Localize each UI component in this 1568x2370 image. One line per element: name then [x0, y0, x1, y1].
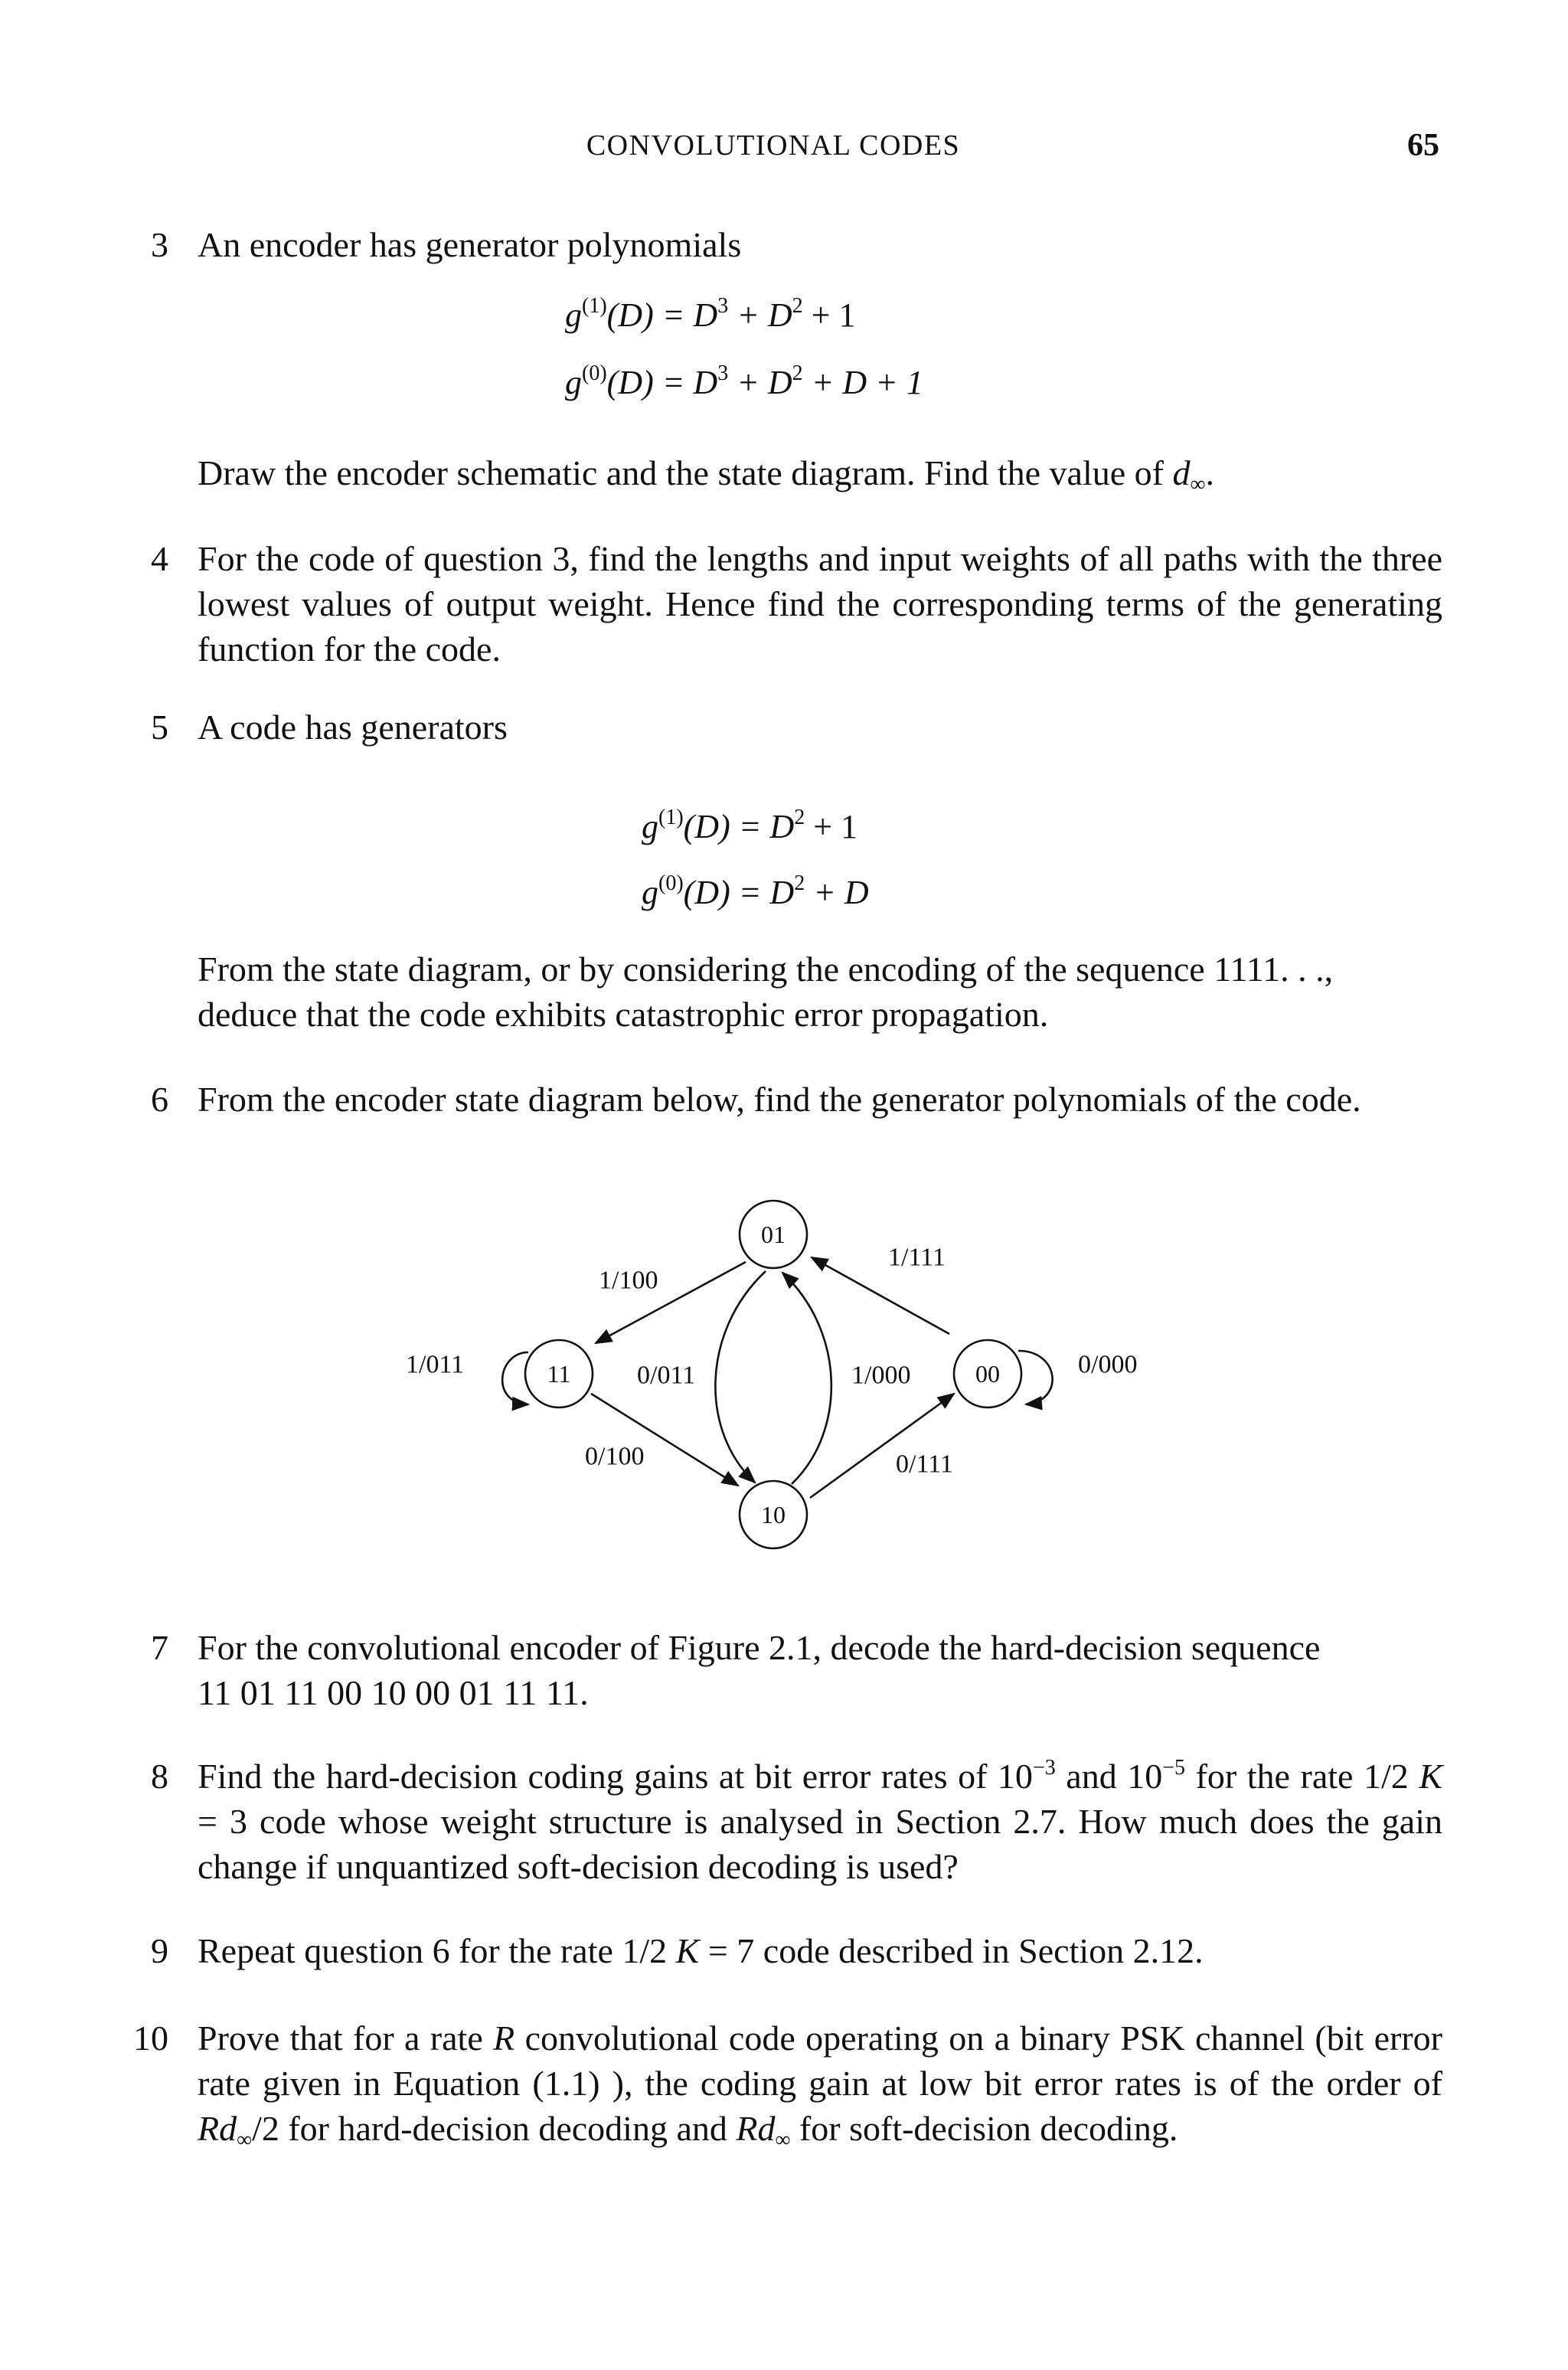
label-transition-00-self: 0/000 — [1078, 1350, 1138, 1379]
state-label-01: 01 — [761, 1221, 786, 1248]
question-5-equation-g1: $g^{(1)}(D) = D^2 + 1$ — [642, 806, 858, 845]
question-3-equation-g1: $g^{(1)}(D) = D^3 + D^2 + 1$ — [565, 294, 856, 334]
question-5-number: 5 — [151, 708, 168, 747]
label-transition-01-to-10: 0/011 — [637, 1361, 696, 1390]
label-transition-11-to-10: 0/100 — [585, 1442, 645, 1471]
state-label-00: 00 — [975, 1360, 1000, 1388]
question-4-number: 4 — [151, 539, 168, 578]
question-3-intro: An encoder has generator polynomials — [198, 225, 742, 264]
label-transition-01-to-11: 1/100 — [599, 1266, 658, 1295]
question-9-number: 9 — [151, 1931, 168, 1970]
label-transition-10-to-01: 1/000 — [851, 1361, 911, 1390]
question-3-number: 3 — [151, 225, 168, 264]
state-label-10: 10 — [761, 1501, 786, 1528]
question-4-text: For the code of question 3, find the lengths and input weights of all paths with the three lowest values of output weight. Hence find the corresponding terms of the generating function for the code. — [198, 539, 1442, 669]
running-head: CONVOLUTIONAL CODES — [586, 129, 961, 162]
question-5-equation-g0: $g^{(0)}(D) = D^2 + D$ — [642, 871, 869, 911]
transition-10-to-01-arrow — [782, 1273, 831, 1484]
label-transition-10-to-00: 0/111 — [896, 1450, 953, 1479]
question-10-number: 10 — [133, 2019, 168, 2058]
transition-00-self-loop-arrow — [1018, 1351, 1053, 1404]
label-transition-11-self: 1/011 — [406, 1350, 465, 1379]
question-6-number: 6 — [151, 1080, 168, 1119]
question-3-closing: Draw the encoder schematic and the state diagram. Find the value of $d_\infty$. — [198, 453, 1214, 496]
question-7-number: 7 — [151, 1628, 168, 1667]
question-3-equation-g0: $g^{(0)}(D) = D^3 + D^2 + D + 1$ — [565, 361, 923, 401]
question-9-text: Repeat question 6 for the rate 1/2 K = 7 code described in Section 2.12. — [198, 1931, 1204, 1970]
question-8-text: Find the hard-decision coding gains at bit error rates of $10^{-3}$ and $10^{-5}$ for the rate 1/2 K = 3 code whose weight structure is analysed in Section 2.7. How much does the gain change if unquantized soft-decision decoding is used? — [198, 1756, 1443, 1886]
question-8-number: 8 — [151, 1757, 168, 1796]
question-7-text: For the convolutional encoder of Figure 2.1, decode the hard-decision sequence 11 01 11 00 10 00 01 11 11. — [198, 1628, 1321, 1712]
question-6-text: From the encoder state diagram below, find the generator polynomials of the code. — [198, 1080, 1361, 1119]
transition-11-self-loop-arrow — [502, 1352, 528, 1404]
question-10-text: Prove that for a rate R convolutional code operating on a binary PSK channel (bit error rate given in Equation (1.1) ), the coding gain at low bit error rates is of the order of $Rd_\infty/2$ for hard-decision decoding and $Rd_\infty$ for soft-decision decoding. — [198, 2019, 1442, 2152]
label-transition-00-to-01: 1/111 — [888, 1243, 946, 1272]
page-number: 65 — [1407, 128, 1439, 163]
transition-01-to-10-arrow — [715, 1271, 766, 1482]
question-5-intro: A code has generators — [198, 708, 508, 747]
transition-10-to-00-arrow — [810, 1394, 954, 1498]
question-5-closing: From the state diagram, or by considering the encoding of the sequence 1111. . ., deduce that the code exhibits catastrophic error propagation. — [198, 950, 1334, 1034]
state-label-11: 11 — [547, 1360, 571, 1388]
